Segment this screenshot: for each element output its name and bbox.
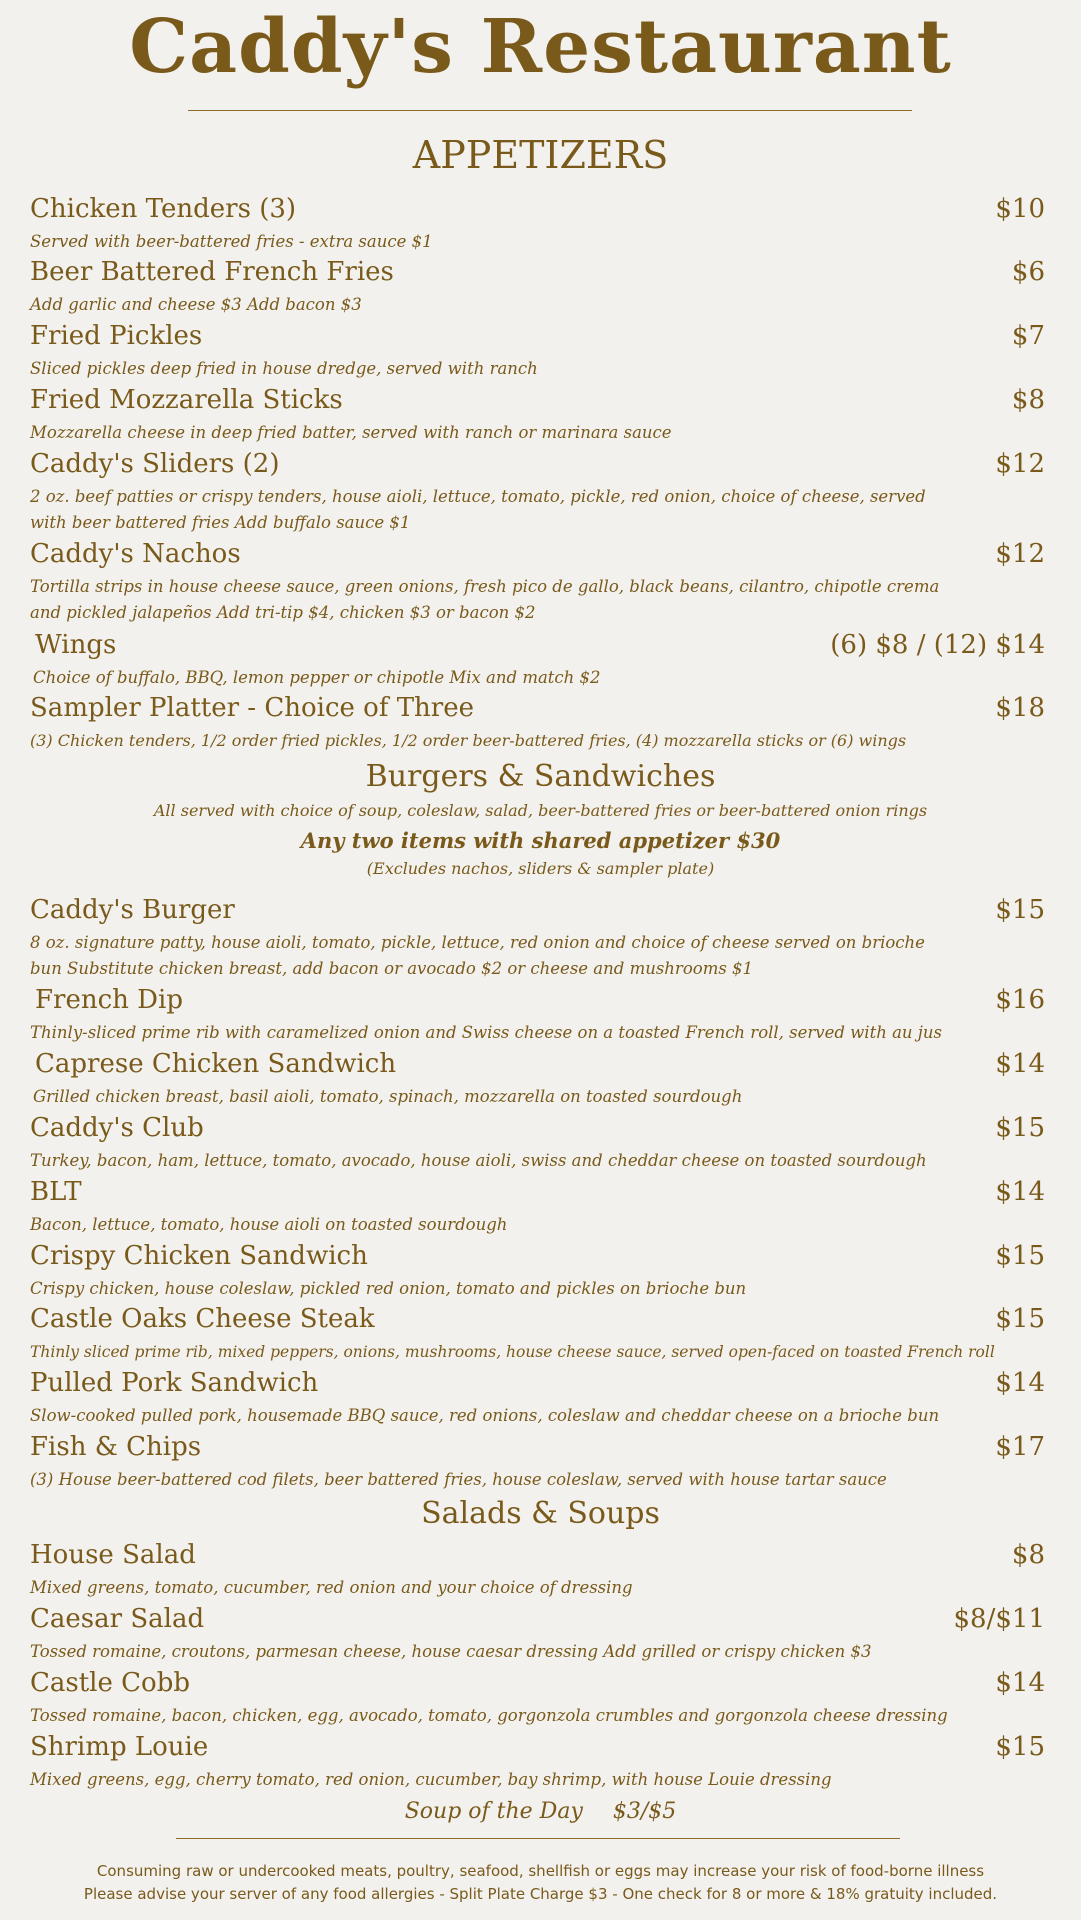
item-description: Crispy chicken, house coleslaw, pickled red onion, tomato and pickles on brioche bun bbox=[30, 1279, 747, 1298]
item-description: Add garlic and cheese $3 Add bacon $3 bbox=[30, 295, 362, 314]
item-name: Pulled Pork Sandwich bbox=[30, 1368, 319, 1398]
item-price: $14 bbox=[995, 1668, 1045, 1698]
item-description: Tortilla strips in house cheese sauce, green onions, fresh pico de gallo, black beans, cilantro, chipotle crema and pickled jalapeños Add tri-tip $4, chicken $3 or bacon $2 bbox=[30, 577, 940, 622]
item-description: Sliced pickles deep fried in house dredge, served with ranch bbox=[30, 359, 538, 378]
salads-heading: Salads & Soups bbox=[421, 1496, 660, 1531]
item-description: (3) Chicken tenders, 1/2 order fried pickles, 1/2 order beer-battered fries, (4) mozzarella sticks or (6) wings bbox=[30, 731, 907, 750]
item-name: Shrimp Louie bbox=[30, 1732, 209, 1762]
item-name: Caddy's Nachos bbox=[30, 539, 241, 569]
item-name: BLT bbox=[30, 1177, 82, 1207]
item-name: Caprese Chicken Sandwich bbox=[35, 1049, 397, 1079]
item-name: Sampler Platter - Choice of Three bbox=[30, 693, 474, 723]
item-name: Wings bbox=[35, 630, 117, 660]
burgers-special-note: (Excludes nachos, sliders & sampler plate) bbox=[366, 859, 715, 878]
item-name: Castle Oaks Cheese Steak bbox=[30, 1304, 375, 1334]
item-price: $14 bbox=[995, 1368, 1045, 1398]
soup-label: Soup of the Day bbox=[404, 1799, 583, 1824]
burgers-note: All served with choice of soup, coleslaw, salad, beer-battered fries or beer-battered onion rings bbox=[153, 801, 928, 820]
item-price: $8 bbox=[1011, 1540, 1045, 1570]
soup-price: $3/$5 bbox=[612, 1799, 677, 1824]
item-price: $8/$11 bbox=[953, 1604, 1045, 1634]
appetizers-heading: APPETIZERS bbox=[412, 133, 669, 177]
item-name: Chicken Tenders (3) bbox=[30, 194, 297, 224]
item-name: Caddy's Sliders (2) bbox=[30, 449, 280, 479]
item-price: $7 bbox=[1011, 321, 1045, 351]
item-price: $15 bbox=[995, 1241, 1045, 1271]
burgers-special: Any two items with shared appetizer $30 bbox=[300, 828, 781, 853]
item-price: $15 bbox=[995, 1113, 1045, 1143]
item-description: Mixed greens, egg, cherry tomato, red onion, cucumber, bay shrimp, with house Louie dressing bbox=[30, 1770, 832, 1789]
item-price: $8 bbox=[1011, 385, 1045, 415]
item-description: 8 oz. signature patty, house aioli, tomato, pickle, lettuce, red onion and choice of cheese served on brioche bun Substitute chicken breast, add bacon or avocado $2 or cheese and mushrooms $1 bbox=[30, 933, 925, 978]
item-name: French Dip bbox=[35, 985, 183, 1015]
item-name: Fried Mozzarella Sticks bbox=[30, 385, 343, 415]
footer-disclaimer: Consuming raw or undercooked meats, poultry, seafood, shellfish or eggs may increase your risk of food-borne illness bbox=[96, 1862, 985, 1880]
footer-divider bbox=[176, 1838, 900, 1839]
item-description: Slow-cooked pulled pork, housemade BBQ sauce, red onions, coleslaw and cheddar cheese on a brioche bun bbox=[30, 1406, 940, 1425]
item-description: Turkey, bacon, ham, lettuce, tomato, avocado, house aioli, swiss and cheddar cheese on toasted sourdough bbox=[30, 1151, 927, 1170]
item-price: $14 bbox=[995, 1177, 1045, 1207]
item-description: Served with beer-battered fries - extra sauce $1 bbox=[30, 232, 433, 251]
footer-policy: Please advise your server of any food allergies - Split Plate Charge $3 - One check for 8 or more & 18% gratuity included. bbox=[83, 1885, 998, 1903]
item-description: Grilled chicken breast, basil aioli, tomato, spinach, mozzarella on toasted sourdough bbox=[33, 1087, 743, 1106]
item-description: Mixed greens, tomato, cucumber, red onion and your choice of dressing bbox=[30, 1578, 633, 1597]
item-name: House Salad bbox=[30, 1540, 196, 1570]
item-description: 2 oz. beef patties or crispy tenders, house aioli, lettuce, tomato, pickle, red onion, choice of cheese, served with beer battered fries Add buffalo sauce $1 bbox=[30, 487, 926, 532]
item-price: $10 bbox=[995, 194, 1045, 224]
item-name: Caddy's Burger bbox=[30, 895, 235, 925]
item-name: Caddy's Club bbox=[30, 1113, 204, 1143]
item-description: Mozzarella cheese in deep fried batter, served with ranch or marinara sauce bbox=[30, 423, 672, 442]
item-description: Bacon, lettuce, tomato, house aioli on toasted sourdough bbox=[30, 1215, 508, 1234]
item-price: $15 bbox=[995, 1304, 1045, 1334]
item-description: Tossed romaine, croutons, parmesan cheese, house caesar dressing Add grilled or crispy chicken $3 bbox=[30, 1642, 872, 1661]
item-price: $6 bbox=[1011, 257, 1045, 287]
item-description: Choice of buffalo, BBQ, lemon pepper or chipotle Mix and match $2 bbox=[33, 668, 601, 687]
item-description: Thinly-sliced prime rib with caramelized onion and Swiss cheese on a toasted French roll, served with au jus bbox=[30, 1023, 943, 1042]
item-price: $15 bbox=[995, 895, 1045, 925]
item-price: $12 bbox=[995, 449, 1045, 479]
item-price: $12 bbox=[995, 539, 1045, 569]
item-description: (3) House beer-battered cod filets, beer battered fries, house coleslaw, served with house tartar sauce bbox=[30, 1470, 887, 1489]
item-price: $18 bbox=[995, 693, 1045, 723]
item-name: Crispy Chicken Sandwich bbox=[30, 1241, 368, 1271]
restaurant-title: Caddy's Restaurant bbox=[129, 4, 952, 90]
item-name: Caesar Salad bbox=[30, 1604, 205, 1634]
item-price: (6) $8 / (12) $14 bbox=[830, 630, 1045, 660]
item-name: Fried Pickles bbox=[30, 321, 203, 351]
title-divider bbox=[188, 110, 912, 111]
item-description: Tossed romaine, bacon, chicken, egg, avocado, tomato, gorgonzola crumbles and gorgonzola cheese dressing bbox=[30, 1706, 948, 1725]
item-price: $15 bbox=[995, 1732, 1045, 1762]
item-name: Beer Battered French Fries bbox=[30, 257, 394, 287]
item-description: Thinly sliced prime rib, mixed peppers, onions, mushrooms, house cheese sauce, served open-faced on toasted French roll bbox=[30, 1343, 995, 1361]
burgers-heading: Burgers & Sandwiches bbox=[365, 759, 716, 794]
item-price: $14 bbox=[995, 1049, 1045, 1079]
item-price: $17 bbox=[995, 1432, 1045, 1462]
item-name: Castle Cobb bbox=[30, 1668, 190, 1698]
item-price: $16 bbox=[995, 985, 1045, 1015]
soup-of-the-day bbox=[0, 1798, 1081, 1826]
item-name: Fish & Chips bbox=[30, 1432, 202, 1462]
